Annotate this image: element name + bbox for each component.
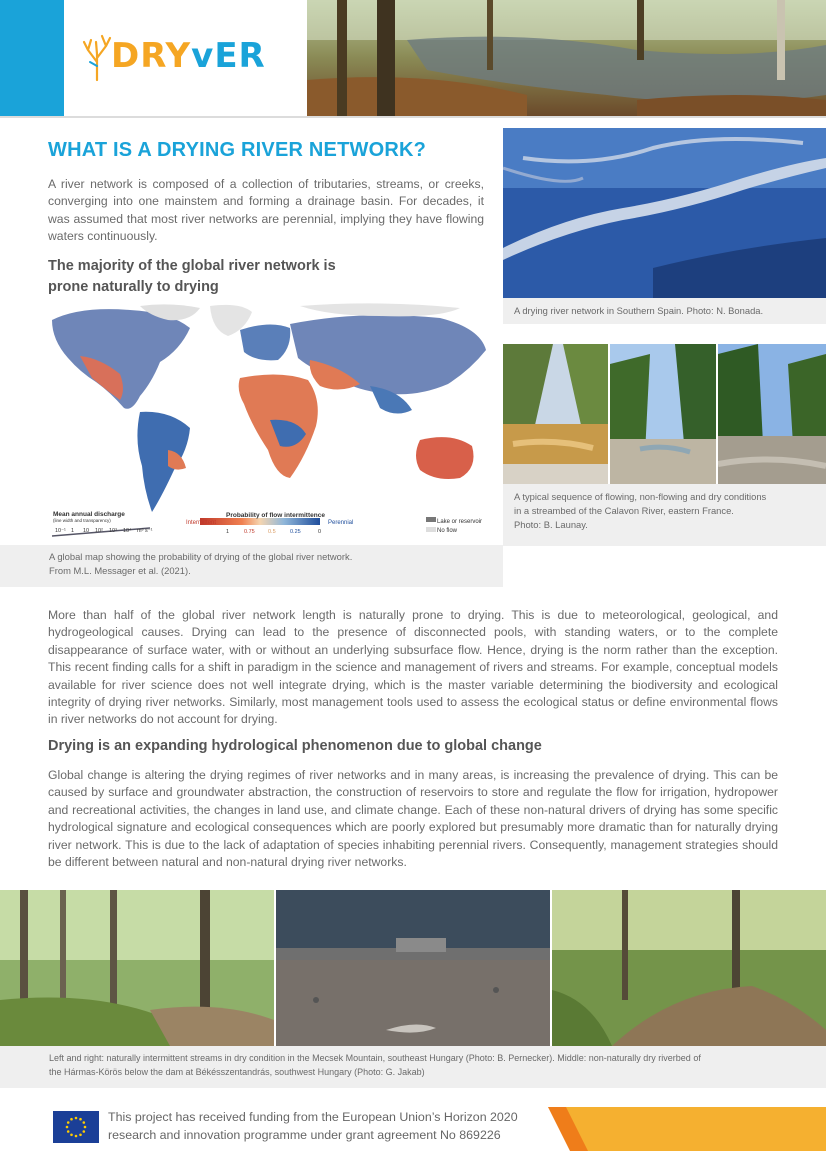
funding-statement: This project has received funding from the European Union’s Horizon 2020 research and innovation programme under grant agreement No 869226 [108, 1110, 518, 1142]
photo-calavon-non-flowing [610, 344, 716, 484]
photo-calavon-flowing [503, 344, 608, 484]
header-divider [0, 116, 826, 118]
logo-wordmark: DRYvER [111, 36, 266, 76]
caption-bottom-photos: Left and right: naturally intermittent streams in dry condition in the Mecsek Mountain, southeast Hungary (Photo: B. Pernecker). Middle: non-naturally dry riverbed of the Hármas-Körös below the dam at Békésszentandrás, southwest Hungary (Photo: G. Jakab) [0, 1046, 826, 1088]
legend-probability-title: Probability of flow intermittence [226, 512, 325, 519]
paragraph-drying-norm: More than half of the global river network length is naturally prone to drying. This is due to meteorological, geological, and hydrogeological causes. Drying can lead to the presence of disconnected pools, with standing waters, or to the complete disappearance of surface water, with or without an underlying subsurface flow. Hence, drying is the norm rather than the exception. This recent finding calls for a shift in paradigm in the science and management of rivers and streams. For example, conceptual models available for river science does not well integrate drying, which is the master variable determining the biodiversity and ecological integrity of drying river networks. Similarly, most management tools used to assess the ecological status or define environmental flows in river networks do not account for drying. [48, 608, 778, 727]
legend-discharge-subtitle: (line width and transparency) [53, 518, 111, 523]
photo-mecsek-stream-right [552, 890, 826, 1046]
footer-accent-bar [548, 1107, 826, 1151]
photo-mecsek-stream-left [0, 890, 274, 1046]
legend-probability-ticks: 1 0.75 0.5 0.25 0 [226, 529, 322, 535]
world-map-flow-intermittence [40, 300, 500, 545]
legend-intermittent-label: Intermittent [186, 520, 217, 526]
logo-tree-icon [82, 32, 112, 82]
caption-spain-photo: A drying river network in Southern Spain. Photo: N. Bonada. [503, 298, 826, 324]
eu-flag-icon [53, 1111, 99, 1143]
logo-area [64, 0, 307, 116]
section-heading-global: The majority of the global river network is prone naturally to drying [48, 258, 336, 295]
legend-lake-label: Lake or reservoir [437, 519, 483, 525]
photo-harmas-koros-dry-riverbed [276, 890, 550, 1046]
photo-calavon-dry [718, 344, 826, 484]
legend-discharge-ticks: 10⁻¹ 1 10 10² 10³ 10⁴ m³ s⁻¹ [55, 528, 153, 534]
section-heading-global-change: Drying is an expanding hydrological phenomenon due to global change [48, 738, 542, 754]
page-title: WHAT IS A DRYING RIVER NETWORK? [48, 139, 427, 161]
legend-discharge-title: Mean annual discharge [53, 511, 125, 518]
probability-colorbar [200, 518, 320, 525]
legend-noflow-label: No flow [437, 528, 458, 534]
paragraph-global-change: Global change is altering the drying regimes of river networks and in many areas, is increasing the prevalence of drying. This can be caused by surface and groundwater abstraction, the construction of reservoirs to store and regulate the flow for irrigation, hydropower and recreational activities, the changes in land use, and climate change. Each of these non-natural drivers of drying has some specific hydrological signature and ecological consequences which are poorly explored but presumably more dramatic than for naturally drying river network. This is due to the lack of adaptation of species inhabiting perennial rivers. Consequently, management strategies should be different between natural and non-natural drying river networks. [48, 768, 778, 870]
caption-global-map: A global map showing the probability of drying of the global river network. From M.L. Messager et al. (2021). [0, 545, 503, 587]
photo-southern-spain-river [503, 128, 826, 298]
intro-paragraph: A river network is composed of a collection of tributaries, streams, or creeks, converging into one mainstem and forming a drainage basin. For decades, it was assumed that most river networks are perennial, implying they have flowing waters continuously. [48, 177, 484, 244]
caption-calavon-photos: A typical sequence of flowing, non-flowing and dry conditions in a streambed of the Calavon River, eastern France. Photo: B. Launay. [503, 484, 826, 546]
header-forest-stream-photo [307, 0, 826, 116]
header-blue-band [0, 0, 64, 116]
legend-perennial-label: Perennial [328, 520, 354, 526]
